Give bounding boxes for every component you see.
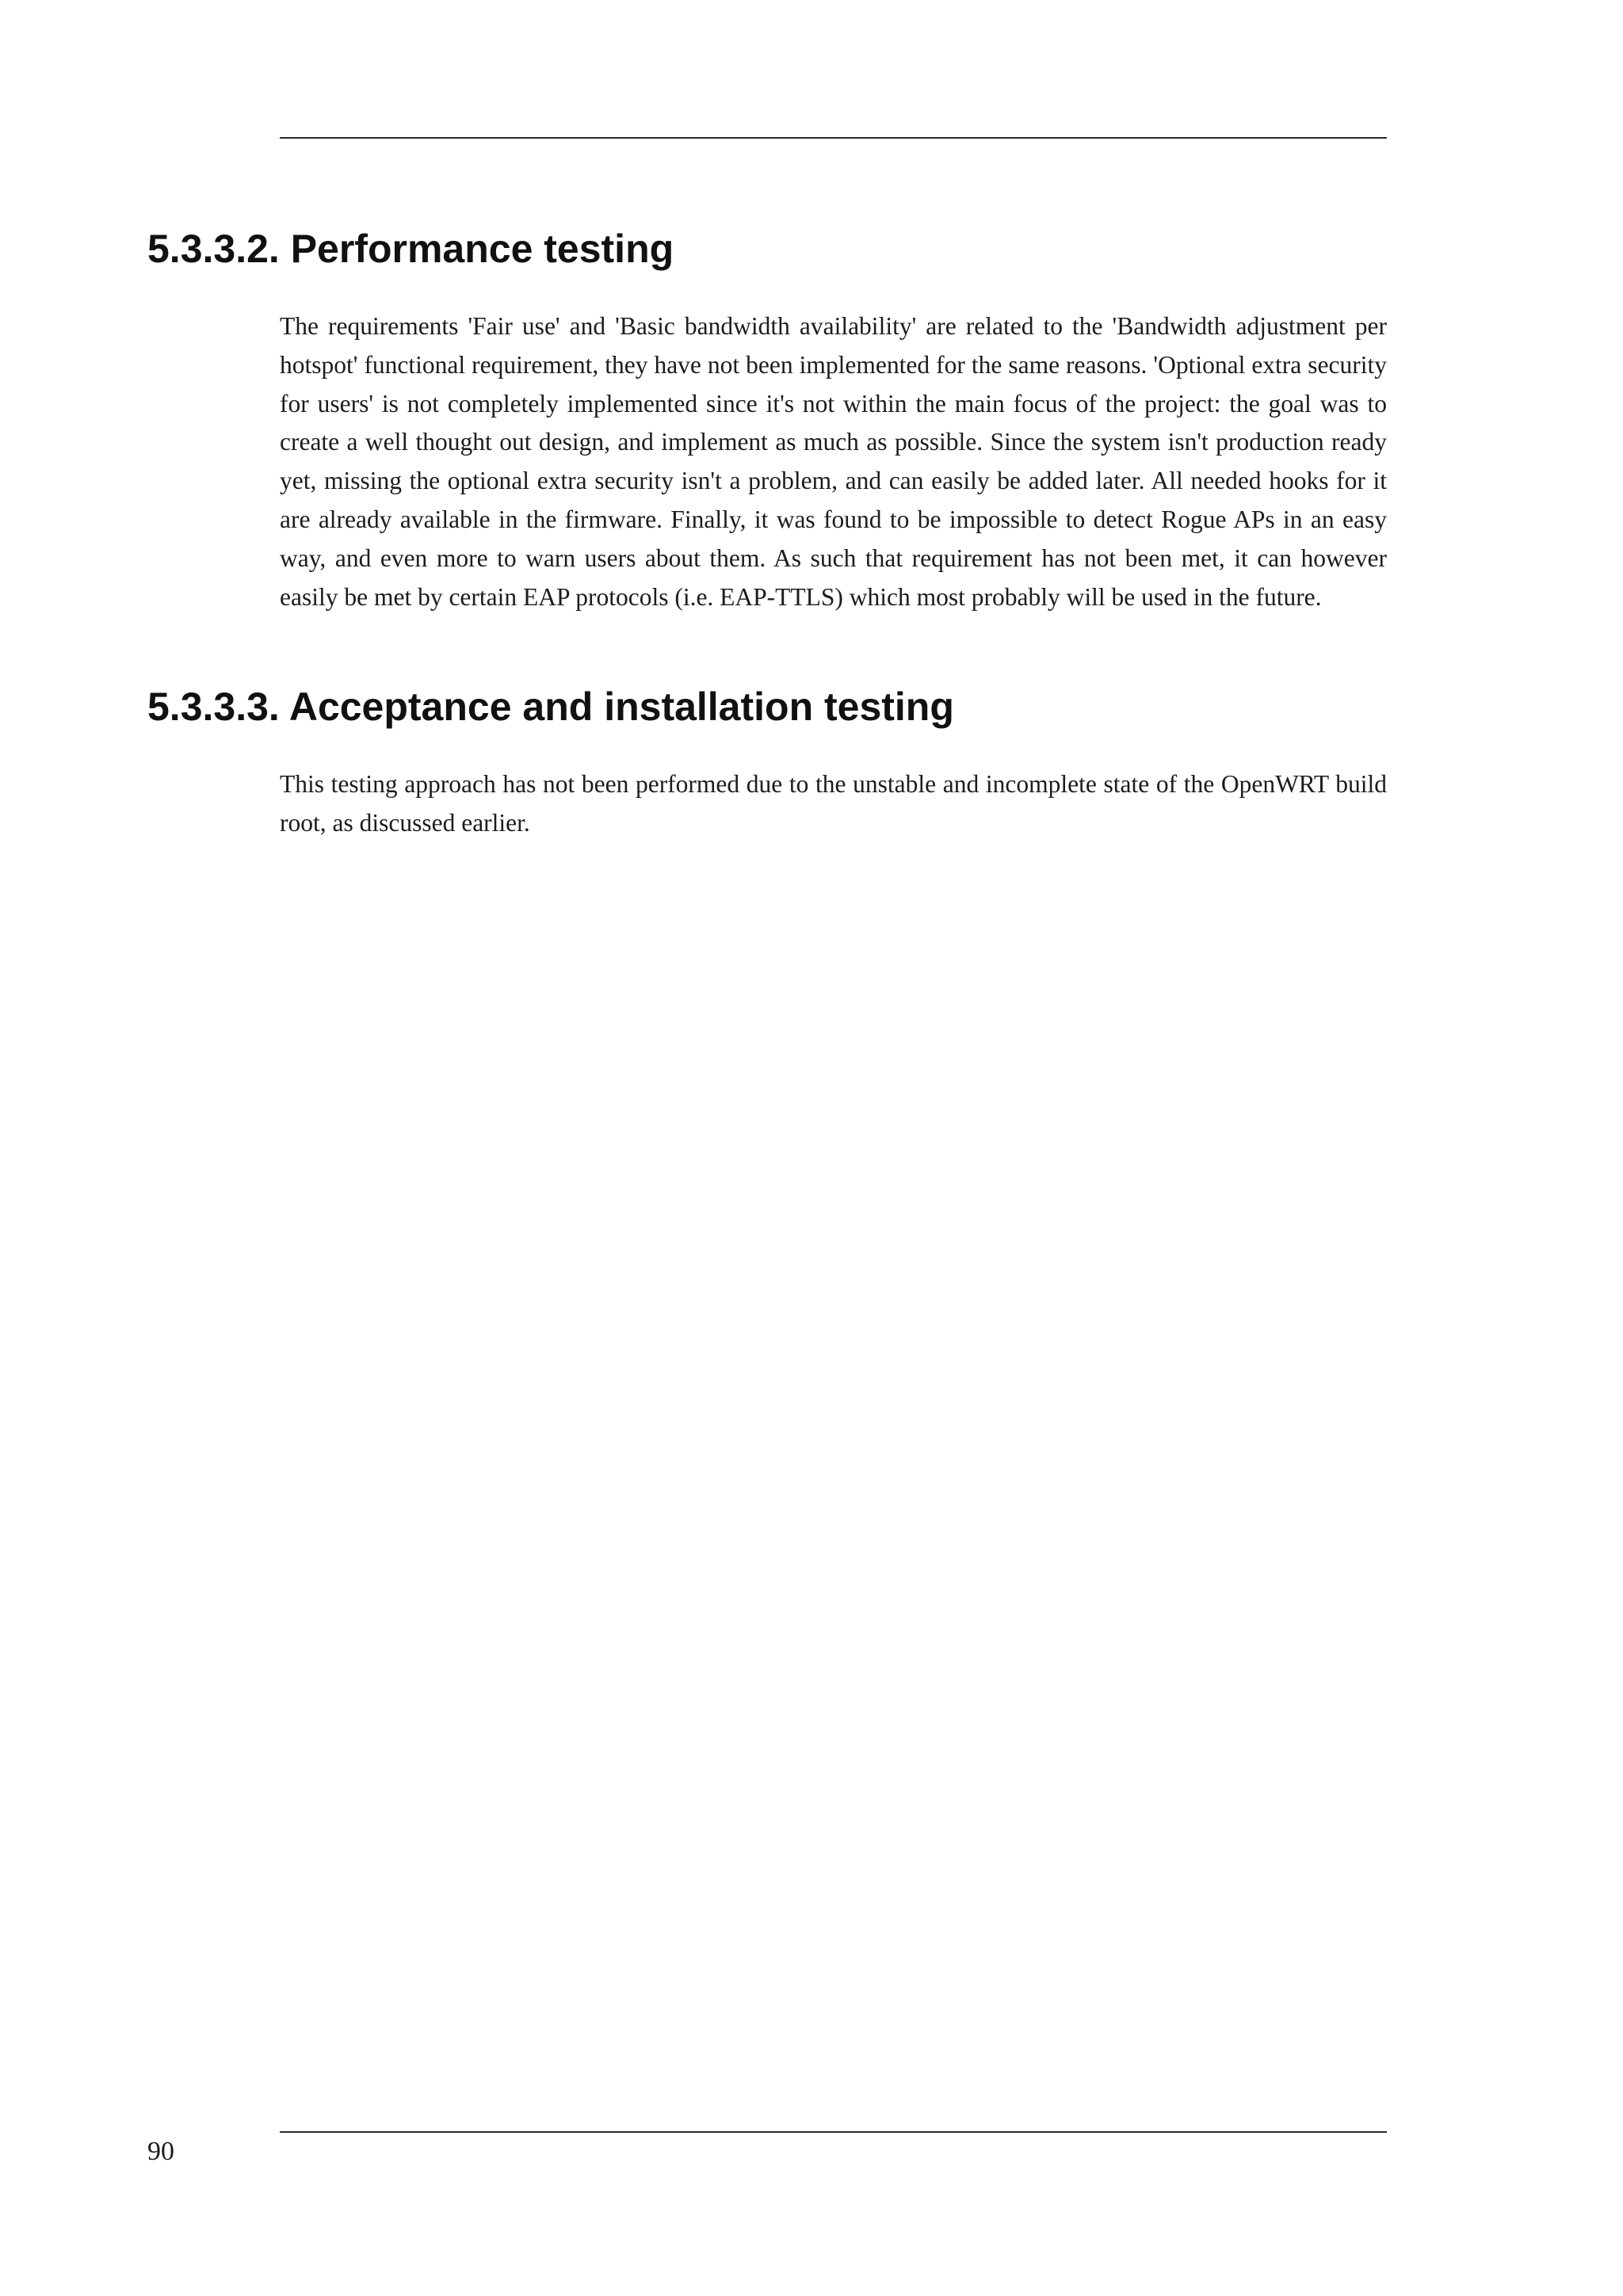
section-body-acceptance-installation-testing: This testing approach has not been performed due to the unstable and incomplete state of the OpenWRT build root, as discussed earlier.	[280, 770, 1387, 837]
section-body-performance-testing: The requirements 'Fair use' and 'Basic bandwidth availability' are related to the 'Bandwidth adjustment per hotspot' functional requirement, they have not been implemented for the same reasons. 'Optional extra security for users' is not completely implemented since it's not within the main focus of the project: the goal was to create a well thought out design, and implement as much as possible. Since the system isn't production ready yet, missing the optional extra security isn't a problem, and can easily be added later. All needed hooks for it are already available in the firmware. Finally, it was found to be impossible to detect Rogue APs in an easy way, and even more to warn users about them. As such that requirement has not been met, it can however easily be met by certain EAP protocols (i.e. EAP-TTLS) which most probably will be used in the future.	[280, 312, 1387, 611]
header-rule	[280, 137, 1387, 139]
page-number: 90	[147, 2137, 174, 2166]
footer-rule	[280, 2131, 1387, 2133]
section-heading-performance-testing: 5.3.3.2. Performance testing	[147, 227, 674, 271]
section-heading-acceptance-installation-testing: 5.3.3.3. Acceptance and installation testing	[147, 685, 954, 729]
